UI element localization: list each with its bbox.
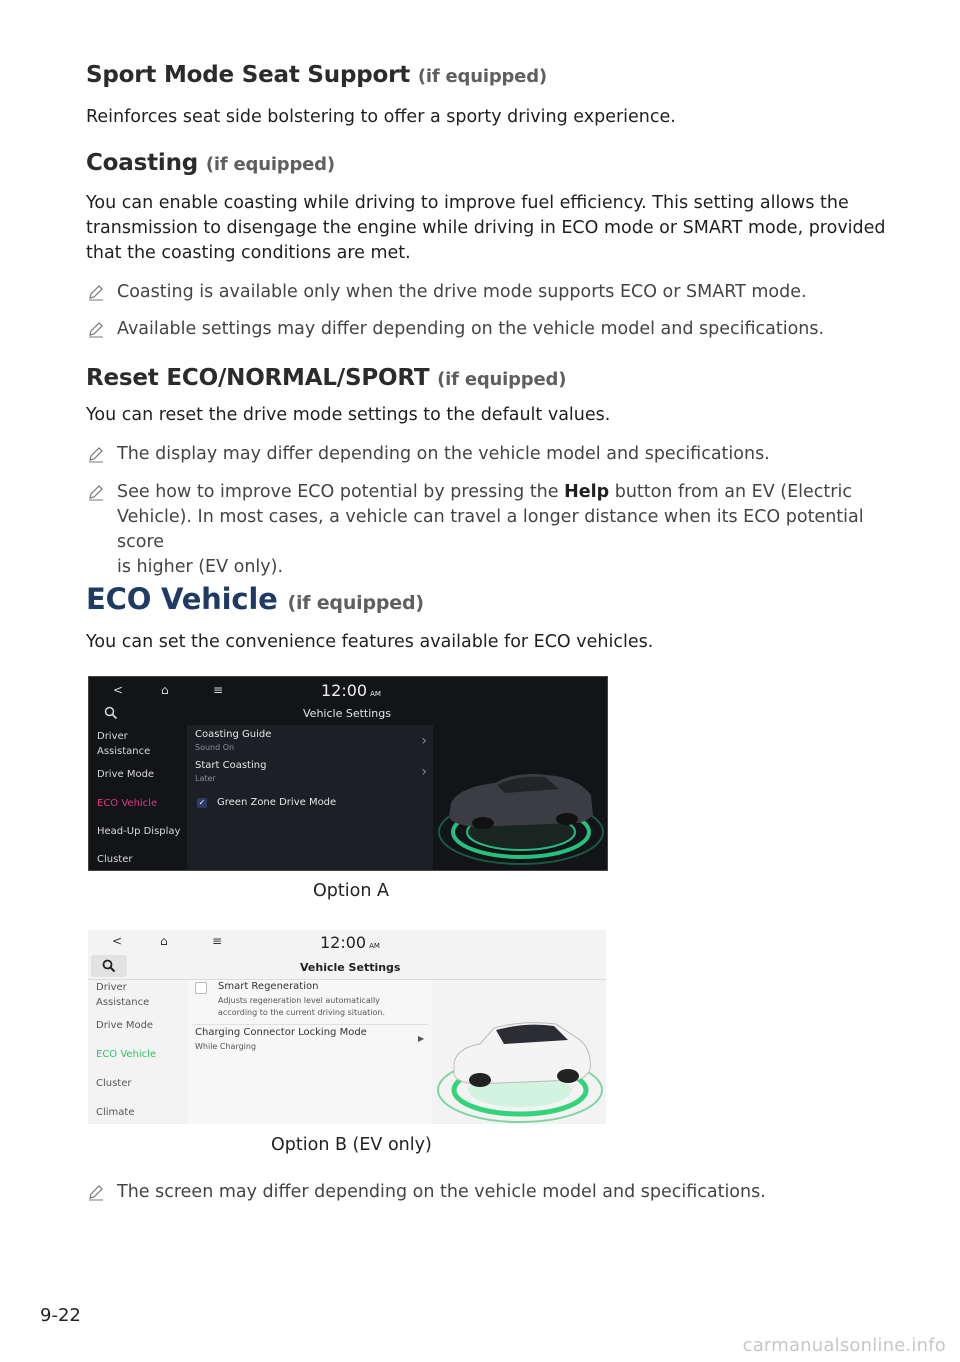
clock: 12:00 AM: [320, 933, 380, 952]
sidebar-item-driver-assistance[interactable]: Driver Assistance: [96, 982, 150, 1008]
car-illustration: [435, 737, 607, 870]
screen-option-a: [88, 676, 608, 871]
screen-title: Vehicle Settings: [303, 707, 391, 720]
home-icon[interactable]: ⌂: [161, 683, 169, 697]
note: The screen may differ depending on the vehicle model and specifications.: [86, 1180, 766, 1205]
search-button[interactable]: [91, 955, 127, 977]
note: See how to improve ECO potential by pressing the Help button from an EV (Electric Vehicle). In most cases, a vehicle can travel a longer distance when its ECO potential score is higher (EV only).: [86, 480, 907, 580]
section-heading-eco-vehicle: ECO Vehicle (if equipped): [86, 582, 424, 616]
page-number: 9-22: [40, 1305, 81, 1326]
car-illustration: [434, 990, 606, 1124]
sidebar-item-head-up-display[interactable]: Head-Up Display: [97, 826, 181, 837]
section-heading-coasting: Coasting (if equipped): [86, 150, 335, 176]
sidebar-item-drive-mode[interactable]: Drive Mode: [97, 769, 155, 780]
checkbox-unchecked[interactable]: [195, 982, 207, 994]
search-icon: [102, 959, 116, 973]
chevron-right-icon: ›: [421, 733, 427, 749]
paragraph-line: that the coasting conditions are met.: [86, 243, 411, 263]
menu-icon[interactable]: ≡: [213, 683, 224, 697]
list-item-charging-connector[interactable]: Charging Connector Locking Mode While Charging: [195, 1027, 367, 1051]
list-item-smart-regeneration[interactable]: Smart Regeneration Adjusts regeneration level automatically according to the current driving situation.: [218, 981, 385, 1017]
paragraph-line: transmission to disengage the engine while driving in ECO mode or SMART mode, provided: [86, 218, 886, 238]
note: Available settings may differ depending on the vehicle model and specifications.: [86, 317, 824, 342]
section-heading-sport-mode: Sport Mode Seat Support (if equipped): [86, 62, 547, 88]
sidebar: [89, 725, 185, 870]
screen-option-b: [88, 930, 606, 1124]
paragraph: You can set the convenience features available for ECO vehicles.: [86, 632, 654, 652]
clock: 12:00 AM: [321, 681, 381, 700]
sidebar-item-eco-vehicle[interactable]: ECO Vehicle: [97, 798, 158, 809]
note-pencil-icon: [87, 483, 105, 501]
settings-list: [187, 725, 433, 870]
note-pencil-icon: [87, 283, 105, 301]
paragraph: You can reset the drive mode settings to the default values.: [86, 405, 611, 425]
list-item-green-zone[interactable]: Green Zone Drive Mode: [217, 797, 337, 808]
caption-option-b: Option B (EV only): [271, 1135, 432, 1155]
help-button-ref: Help: [564, 482, 610, 502]
paragraph: Reinforces seat side bolstering to offer a sporty driving experience.: [86, 107, 676, 127]
note-pencil-icon: [87, 320, 105, 338]
sidebar-item-driver-assistance[interactable]: Driver Assistance: [97, 731, 151, 757]
note: The display may differ depending on the vehicle model and specifications.: [86, 442, 770, 467]
section-heading-reset: Reset ECO/NORMAL/SPORT (if equipped): [86, 365, 567, 391]
note: Coasting is available only when the drive mode supports ECO or SMART mode.: [86, 280, 807, 305]
sidebar-item-climate[interactable]: Climate: [96, 1107, 135, 1118]
back-icon[interactable]: <: [113, 683, 124, 697]
checkbox-checked-icon[interactable]: ✓: [198, 798, 206, 807]
sidebar: [88, 980, 186, 1124]
arrow-right-icon: ▶: [418, 1034, 425, 1043]
list-item-start-coasting[interactable]: Start Coasting Later: [195, 760, 267, 783]
sidebar-item-cluster[interactable]: Cluster: [96, 1078, 132, 1089]
home-icon[interactable]: ⌂: [160, 934, 168, 948]
note-pencil-icon: [87, 445, 105, 463]
caption-option-a: Option A: [313, 881, 389, 901]
paragraph-line: You can enable coasting while driving to improve fuel efficiency. This setting allows the: [86, 193, 849, 213]
watermark: carmanualsonline.info: [742, 1335, 946, 1356]
screen-title: Vehicle Settings: [300, 961, 401, 974]
sidebar-item-cluster[interactable]: Cluster: [97, 854, 133, 865]
list-item-coasting-guide[interactable]: Coasting Guide Sound On: [195, 729, 272, 752]
sidebar-item-eco-vehicle[interactable]: ECO Vehicle: [96, 1049, 157, 1060]
settings-list: [188, 980, 432, 1124]
note-pencil-icon: [87, 1183, 105, 1201]
sidebar-item-drive-mode[interactable]: Drive Mode: [96, 1020, 154, 1031]
back-icon[interactable]: <: [112, 934, 123, 948]
menu-icon[interactable]: ≡: [212, 934, 223, 948]
search-icon[interactable]: [104, 706, 118, 720]
chevron-right-icon: ›: [421, 764, 427, 780]
